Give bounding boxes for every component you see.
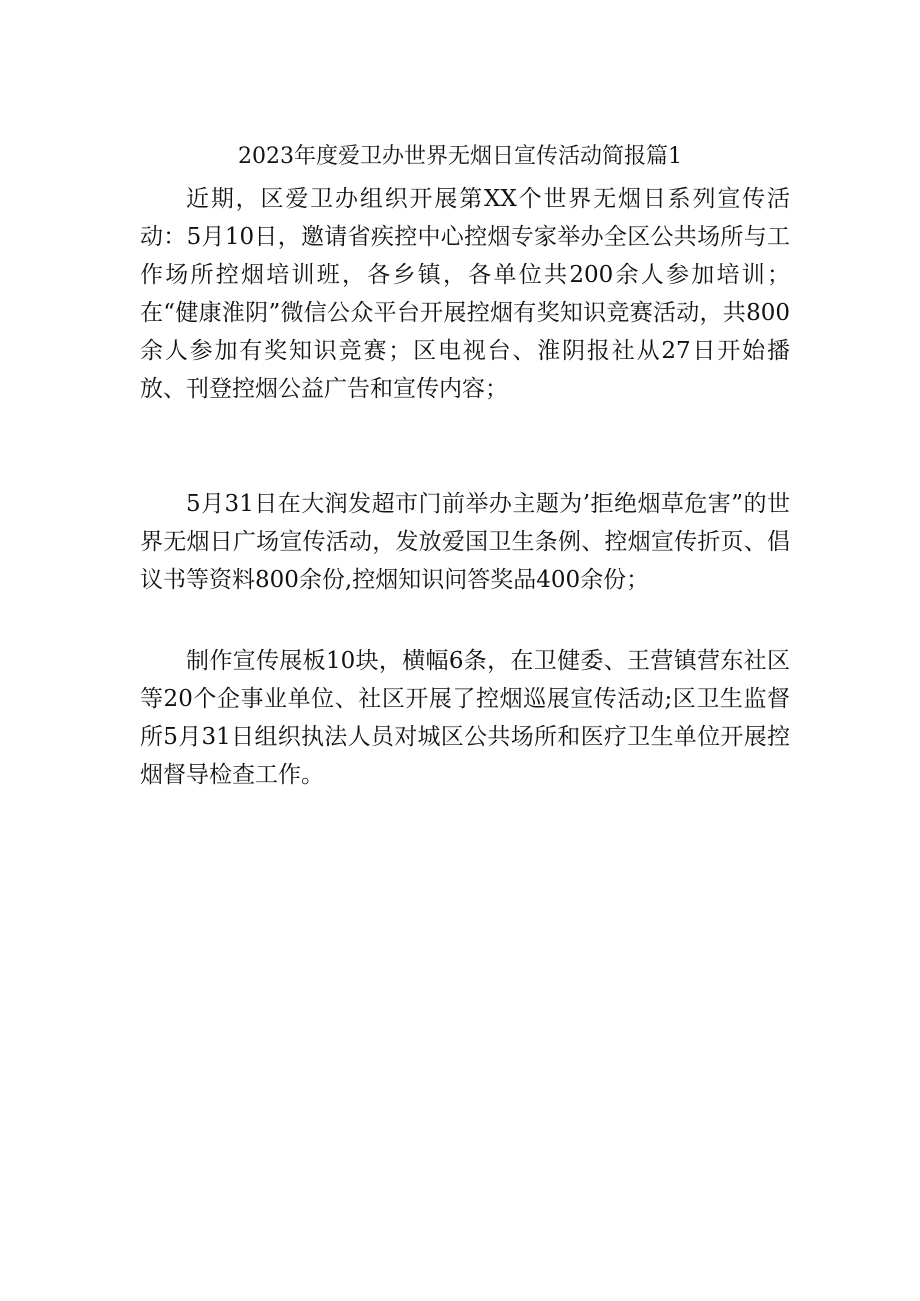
paragraph-2: 5月31日在大润发超市门前举办主题为’拒绝烟草危害”的世界无烟日广场宣传活动，发放爱国卫生条例、控烟宣传折页、倡议书等资料800余份,控烟知识问答奖品400余份； [140,491,790,593]
paragraph-3: 制作宣传展板10块，横幅6条，在卫健委、王营镇营东社区等20个企事业单位、社区开展了控烟巡展宣传活动;区卫生监督所5月31日组织执法人员对城区公共场所和医疗卫生单位开展控烟督导检查工作。 [140,648,790,788]
document-title: 2023年度爱卫办世界无烟日宣传活动简报篇1 [238,144,682,169]
paragraph-1: 近期，区爱卫办组织开展第XX个世界无烟日系列宣传活动：5月10日，邀请省疾控中心控烟专家举办全区公共场所与工作场所控烟培训班，各乡镇，各单位共200余人参加培训；在“健康淮阴”微信公众平台开展控烟有奖知识竞赛活动，共800余人参加有奖知识竞赛；区电视台、淮阴报社从27日开始播放、刊登控烟公益广告和宣传内容； [140,186,790,402]
